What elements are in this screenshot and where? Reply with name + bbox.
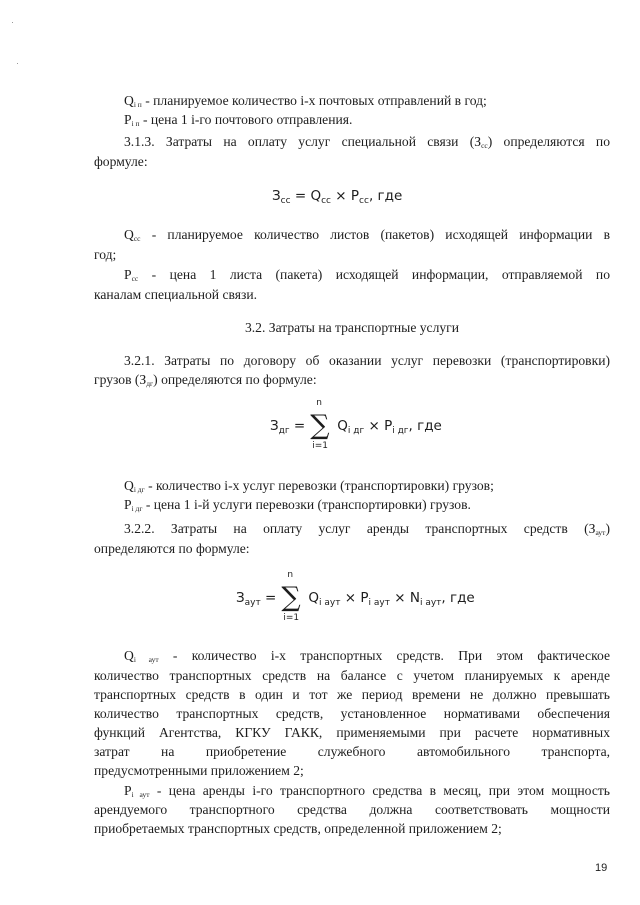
paragraph-3-1-3 xyxy=(124,133,610,155)
formula-lhs: З xyxy=(272,188,281,204)
sum-upper-limit: n xyxy=(316,398,322,408)
text: грузов (З xyxy=(94,372,147,387)
definition-text: - цена 1 листа (пакета) исходящей информации, отправляемой по xyxy=(138,267,610,282)
formula-sub: i аут xyxy=(419,598,442,608)
formula-sub: сс xyxy=(359,196,369,206)
sum-lower-limit: i=1 xyxy=(283,613,300,623)
symbol-sub: i аут xyxy=(131,790,150,799)
scan-speck xyxy=(12,22,13,23)
formula-part: Q xyxy=(308,590,319,606)
paragraph-line: арендуемого транспортного средства должна соответствовать мощности xyxy=(94,802,610,817)
symbol-sub: i п xyxy=(133,100,142,109)
definition-text: - количество i-х услуг перевозки (транспортировки) грузов; xyxy=(144,478,494,493)
formula-part: , где xyxy=(408,418,442,434)
text: 3.2.2. Затраты на оплату услуг аренды транспортных средств (З xyxy=(124,521,596,536)
formula-part: Q xyxy=(337,418,348,434)
formula-sub: сс xyxy=(321,196,331,206)
formula-lhs: З xyxy=(236,590,245,606)
formula-sub: сс xyxy=(280,196,291,206)
summation xyxy=(280,570,304,623)
formula-sub: i дг xyxy=(392,426,409,436)
paragraph-3-2-2 xyxy=(124,520,610,542)
sum-upper-limit: n xyxy=(287,570,294,580)
symbol-sub: сс xyxy=(481,141,488,150)
paragraph-line: приобретаемых транспортных средств, определенной приложением 2; xyxy=(94,821,502,836)
sigma-symbol: ∑ xyxy=(281,582,301,613)
formula-vehicle-rental xyxy=(236,570,475,623)
formula-special-comm xyxy=(272,188,402,206)
symbol-sub: i дг xyxy=(133,485,145,494)
paragraph-line: транспортных средств в один и тот же период времени не должно превышать xyxy=(94,687,610,702)
formula-part: , где xyxy=(441,590,475,606)
formula-part: = Q xyxy=(290,188,322,204)
paragraph-line: формуле: xyxy=(94,154,148,169)
definition-text: - планируемое количество листов (пакетов) исходящей информации в xyxy=(140,227,610,242)
symbol: P xyxy=(124,783,132,798)
formula-part: × P xyxy=(331,188,360,204)
definition-p-freight xyxy=(124,496,471,518)
page-number: 19 xyxy=(595,862,608,874)
formula-freight xyxy=(270,398,442,451)
formula-lhs: З xyxy=(270,418,279,434)
definition-q-sc xyxy=(124,226,610,248)
symbol-sub: i п xyxy=(131,119,140,128)
symbol-sub: i аут xyxy=(133,655,159,664)
definition-text: - цена аренды i-го транспортного средства в месяц, при этом мощность xyxy=(149,783,610,798)
symbol-sub: аут xyxy=(595,528,606,537)
paragraph-line: предусмотренными приложением 2; xyxy=(94,763,304,778)
symbol-sub: дг xyxy=(146,379,154,388)
text: 3.1.3. Затраты на оплату услуг специальной связи (З xyxy=(124,134,482,149)
formula-sub: аут xyxy=(244,598,261,608)
symbol-sub: сс xyxy=(133,234,141,243)
symbol: Q xyxy=(124,227,134,242)
text: ) xyxy=(605,521,610,536)
definition-p-postal xyxy=(124,111,352,133)
symbol: P xyxy=(124,112,132,127)
paragraph-3-2-1: 3.2.1. Затраты по договору об оказании услуг перевозки (транспортировки) xyxy=(124,353,610,368)
symbol: Q xyxy=(124,93,134,108)
paragraph-line: год; xyxy=(94,247,117,262)
section-heading: 3.2. Затраты на транспортные услуги xyxy=(244,320,460,335)
paragraph-line: затрат на приобретение служебного автомобильного транспорта, xyxy=(94,744,610,759)
symbol: P xyxy=(124,267,132,282)
definition-text: - планируемое количество i-х почтовых отправлений в год; xyxy=(141,93,487,108)
definition-q-rental xyxy=(124,647,610,669)
definition-text: - цена 1 i-го почтового отправления. xyxy=(139,112,353,127)
formula-sub: i аут xyxy=(319,598,341,608)
paragraph-line: каналам специальной связи. xyxy=(94,287,258,302)
formula-part: × P xyxy=(340,590,369,606)
definition-text: - цена 1 i-й услуги перевозки (транспортировки) грузов. xyxy=(142,497,471,512)
formula-sub: i дг xyxy=(347,426,365,436)
paragraph-line: количество транспортных средств, установленное нормативами обеспечения xyxy=(94,706,610,721)
symbol-sub: i дг xyxy=(131,504,143,513)
text: ) определяются по формуле: xyxy=(153,372,317,387)
formula-part: = xyxy=(260,590,277,606)
paragraph-line: функций Агентства, КГКУ ГАКК, применяемыми при расчете нормативных xyxy=(94,725,610,740)
paragraph-line xyxy=(94,371,317,393)
formula-sub: i аут xyxy=(368,598,390,608)
formula-part: , где xyxy=(368,188,403,204)
scan-speck xyxy=(17,63,18,64)
summation xyxy=(309,398,333,451)
sum-lower-limit: i=1 xyxy=(312,441,328,451)
symbol: P xyxy=(124,497,132,512)
definition-text: - количество i-х транспортных средств. При этом фактическое xyxy=(158,648,610,663)
sigma-symbol: ∑ xyxy=(310,410,330,441)
formula-part: = xyxy=(289,418,306,434)
symbol-sub: сс xyxy=(131,274,139,283)
formula-part: × N xyxy=(389,590,420,606)
paragraph-line: определяются по формуле: xyxy=(94,541,250,556)
formula-part: × P xyxy=(364,418,393,434)
definition-p-sc xyxy=(124,266,610,288)
formula-sub: дг xyxy=(278,426,290,436)
paragraph-line: количество транспортных средств на балансе с учетом планируемых к аренде xyxy=(94,668,610,683)
symbol: Q xyxy=(124,648,134,663)
symbol: Q xyxy=(124,478,134,493)
text: ) определяются по xyxy=(487,134,610,149)
